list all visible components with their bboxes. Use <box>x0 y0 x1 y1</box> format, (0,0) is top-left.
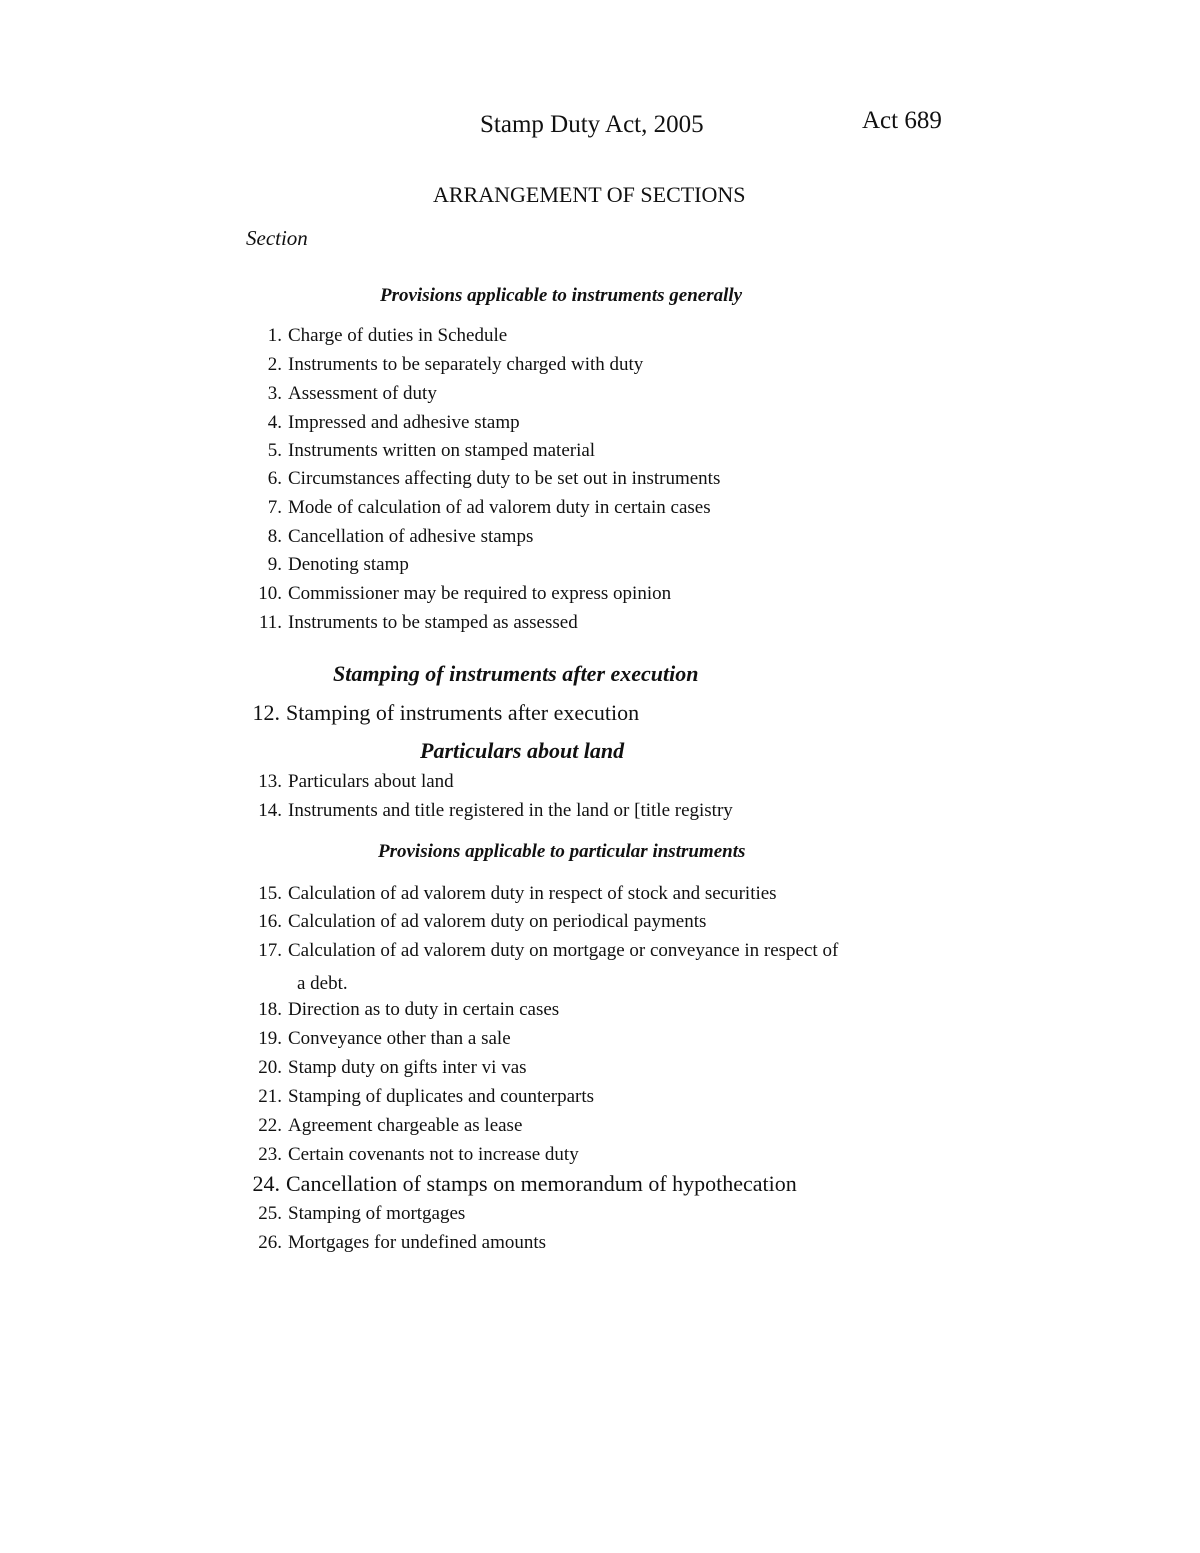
section-title: Cancellation of adhesive stamps <box>288 526 534 547</box>
section-number: 19. <box>258 1028 282 1049</box>
section-item[interactable] <box>248 1086 594 1108</box>
section-title: Calculation of ad valorem duty on periodical payments <box>288 911 707 932</box>
section-title: Agreement chargeable as lease <box>288 1115 523 1136</box>
section-title: Assessment of duty <box>288 383 437 404</box>
section-number: 18. <box>258 999 282 1020</box>
section-title: Stamp duty on gifts inter vi vas <box>288 1057 527 1078</box>
section-item[interactable] <box>248 612 578 634</box>
section-item[interactable] <box>248 554 409 576</box>
section-item[interactable] <box>248 468 720 490</box>
section-item[interactable] <box>248 383 437 405</box>
section-number: 8. <box>267 526 282 547</box>
section-item[interactable] <box>248 1232 546 1254</box>
section-number: 5. <box>267 440 282 461</box>
section-title: Conveyance other than a sale <box>288 1028 511 1049</box>
section-item[interactable] <box>248 354 643 376</box>
section-title: Direction as to duty in certain cases <box>288 999 560 1020</box>
section-number: 16. <box>258 911 282 932</box>
section-number: 1. <box>267 325 282 346</box>
section-number: 13. <box>258 771 282 792</box>
section-number: 15. <box>258 883 282 904</box>
section-label: Section <box>246 226 308 250</box>
section-item[interactable] <box>248 583 671 605</box>
section-title: Instruments to be separately charged with duty <box>288 354 644 375</box>
section-number: 6. <box>267 468 282 489</box>
section-number: 22. <box>258 1115 282 1136</box>
section-title: Instruments to be stamped as assessed <box>288 612 578 633</box>
arrangement-heading: ARRANGEMENT OF SECTIONS <box>433 182 746 207</box>
section-item[interactable] <box>248 1171 797 1197</box>
section-item[interactable] <box>248 412 520 434</box>
section-number: 4. <box>267 412 282 433</box>
section-number: 23. <box>258 1144 282 1165</box>
section-item[interactable] <box>248 999 559 1021</box>
section-title: Mode of calculation of ad valorem duty in certain cases <box>288 497 711 518</box>
section-number: 7. <box>267 497 282 518</box>
section-title: Commissioner may be required to express opinion <box>288 583 672 604</box>
section-number: 12. <box>252 700 280 725</box>
section-title: Instruments and title registered in the land or [title registry <box>288 800 733 821</box>
section-item[interactable] <box>248 700 639 726</box>
section-number: 2. <box>267 354 282 375</box>
section-number: 10. <box>258 583 282 604</box>
section-number: 24. <box>252 1171 280 1196</box>
section-number: 11. <box>258 612 282 633</box>
group-heading-particulars-land: Particulars about land <box>420 738 625 763</box>
section-item[interactable] <box>248 440 595 462</box>
section-title: Stamping of duplicates and counterparts <box>288 1086 595 1107</box>
section-number: 14. <box>258 800 282 821</box>
section-title: Calculation of ad valorem duty in respect of stock and securities <box>288 883 777 904</box>
section-item[interactable] <box>248 883 777 905</box>
section-item[interactable] <box>248 1144 579 1166</box>
section-item[interactable] <box>248 1203 465 1225</box>
section-item[interactable] <box>248 911 706 933</box>
section-title: Stamping of mortgages <box>288 1203 466 1224</box>
section-item[interactable] <box>248 800 733 822</box>
act-number: Act 689 <box>862 107 942 134</box>
section-title-continuation: a debt. <box>297 973 348 994</box>
section-number: 20. <box>258 1057 282 1078</box>
section-title: Calculation of ad valorem duty on mortgage or conveyance in respect of <box>288 940 839 961</box>
section-title: Denoting stamp <box>288 554 409 575</box>
section-title: Instruments written on stamped material <box>288 440 596 461</box>
section-title: Certain covenants not to increase duty <box>288 1144 579 1165</box>
section-title: Stamping of instruments after execution <box>286 700 640 725</box>
section-item[interactable] <box>248 1057 527 1079</box>
group-heading-particular-instruments: Provisions applicable to particular instruments <box>378 841 746 862</box>
section-number: 3. <box>267 383 282 404</box>
section-item[interactable] <box>248 325 507 347</box>
section-item[interactable] <box>248 1115 522 1137</box>
section-item[interactable] <box>248 497 711 519</box>
section-title: Particulars about land <box>288 771 454 792</box>
section-title: Circumstances affecting duty to be set out in instruments <box>288 468 721 489</box>
section-item[interactable] <box>248 1028 511 1050</box>
section-title: Mortgages for undefined amounts <box>288 1232 547 1253</box>
section-number: 26. <box>258 1232 282 1253</box>
section-title: Charge of duties in Schedule <box>288 325 508 346</box>
section-title: Impressed and adhesive stamp <box>288 412 520 433</box>
section-number: 21. <box>258 1086 282 1107</box>
section-item[interactable] <box>248 526 533 548</box>
group-heading-instruments-generally: Provisions applicable to instruments generally <box>380 285 743 306</box>
section-number: 17. <box>258 940 282 961</box>
section-item[interactable] <box>248 771 454 793</box>
section-item[interactable] <box>248 940 838 995</box>
section-number: 9. <box>267 554 282 575</box>
section-number: 25. <box>258 1203 282 1224</box>
section-title: Cancellation of stamps on memorandum of hypothecation <box>286 1171 797 1196</box>
group-heading-stamping-after-execution: Stamping of instruments after execution <box>333 661 699 686</box>
document-title: Stamp Duty Act, 2005 <box>480 111 704 138</box>
